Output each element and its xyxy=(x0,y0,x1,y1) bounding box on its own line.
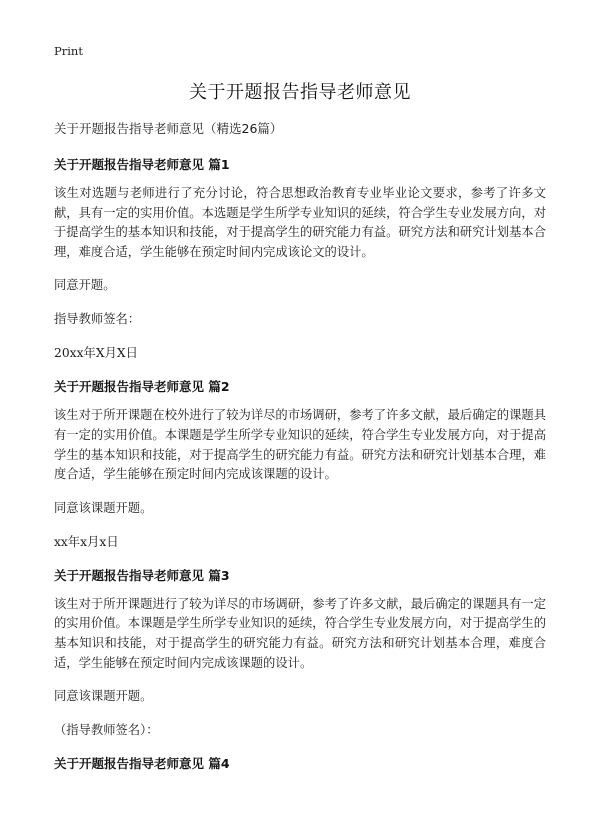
section-heading-3: 关于开题报告指导老师意见 篇3 xyxy=(54,567,230,583)
date-line-1: 20xx年X月X日 xyxy=(54,346,138,361)
print-link[interactable]: Print xyxy=(54,44,83,58)
signature-label-3: （指导教师签名）： xyxy=(54,723,159,738)
section-heading-4: 关于开题报告指导老师意见 篇4 xyxy=(54,756,230,772)
approval-line-3: 同意该课题开题。 xyxy=(54,689,153,704)
section-heading-1: 关于开题报告指导老师意见 篇1 xyxy=(54,157,230,172)
page-title: 关于开题报告指导老师意见 xyxy=(189,82,411,103)
section-body-3: 该生对于所开课题进行了较为详尽的市场调研，参考了许多文献，最后确定的课题具有一定的实用价值。本课题是学生所学专业知识的延续，符合学生专业发展方向，对于提高学生的基本知识和技能，对于提高学生的研究能力有益。研究方法和研究计划基本合理，难度合适，学生能够在预定时间内完成该课题的设计。 xyxy=(54,596,546,670)
section-body-1: 该生对选题与老师进行了充分讨论，符合思想政治教育专业毕业论文要求，参考了许多文献，具有一定的实用价值。本选题是学生所学专业知识的延续，符合学生专业发展方向，对于提高学生的基本知识和技能，对于提高学生的研究能力有益。研究方法和研究计划基本合理，难度合适，学生能够在预定时间内完成该论文的设计。 xyxy=(54,186,546,259)
approval-line-2: 同意该课题开题。 xyxy=(54,500,153,515)
section-body-2: 该生对于所开课题在校外进行了较为详尽的市场调研，参考了许多文献，最后确定的课题具有一定的实用价值。本课题是学生所学专业知识的延续，符合学生专业发展方向，对于提高学生的基本知识和技能，对于提高学生的研究能力有益。研究方法和研究计划基本合理，难度合适，学生能够在预定时间内完成该课题的设计。 xyxy=(54,408,546,482)
document-subtitle: 关于开题报告指导老师意见（精选26篇） xyxy=(54,121,283,136)
document-content xyxy=(54,120,546,783)
section-heading-2: 关于开题报告指导老师意见 篇2 xyxy=(54,379,230,395)
date-line-2: xx年x月x日 xyxy=(54,534,119,549)
approval-line-1: 同意开题。 xyxy=(54,278,116,293)
signature-label-1: 指导教师签名： xyxy=(54,312,141,327)
